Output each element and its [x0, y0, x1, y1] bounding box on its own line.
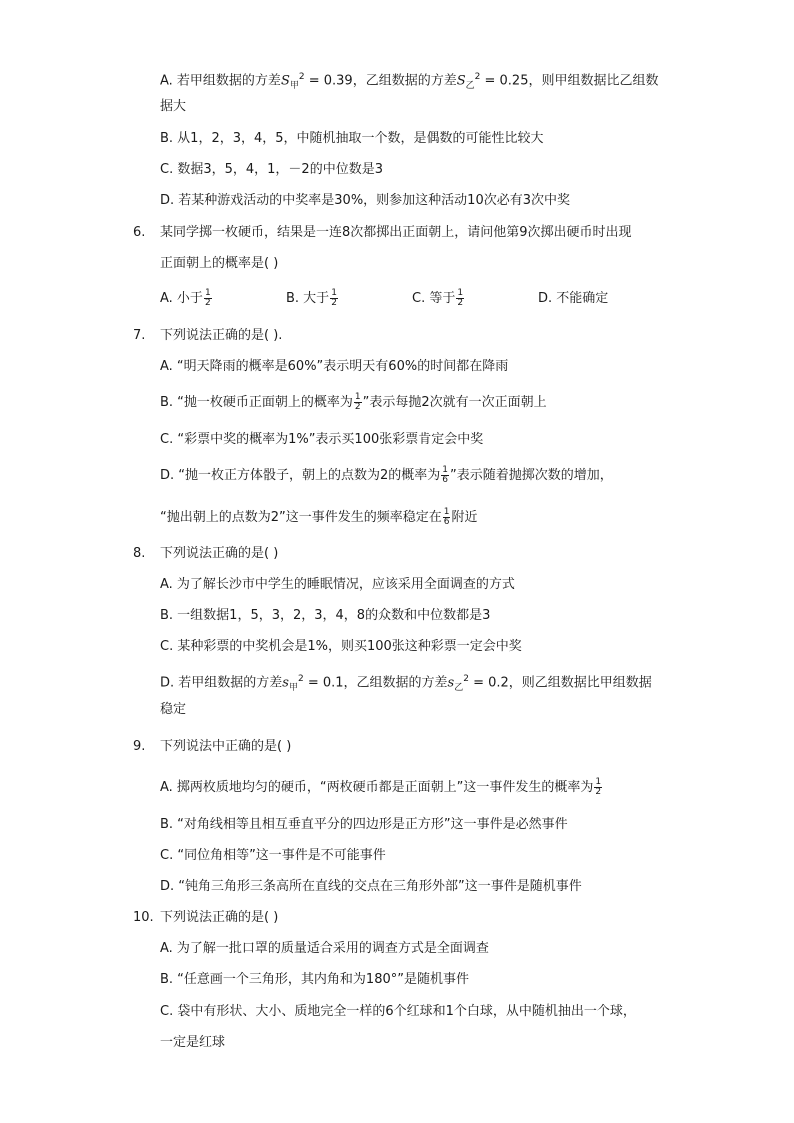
- q7-option-a: A. “明天降雨的概率是60%”表示明天有60%的时间都在降雨: [160, 359, 509, 374]
- q7-option-d-pre: D. “抛一枚正方体骰子，朝上的点数为2的概率为: [160, 468, 441, 483]
- frac-denominator: 2: [354, 402, 361, 412]
- q6-b-fraction: [330, 289, 338, 308]
- q9-number: 9.: [133, 739, 146, 754]
- q5-option-c: C. 数据3，5，4，1，－2的中位数是3: [160, 162, 383, 177]
- q9-stem: 下列说法中正确的是( ): [160, 739, 292, 754]
- q6-option-c: [412, 289, 465, 308]
- q5-a-val2: = 0.25，则甲组数据比乙组数: [480, 73, 659, 89]
- q8-option-b: B. 一组数据1，5，3，2，3，4，8的众数和中位数都是3: [160, 608, 491, 623]
- frac-numerator: 1: [457, 288, 464, 298]
- q9-option-d: D. “钝角三角形三条高所在直线的交点在三角形外部”这一事件是随机事件: [160, 879, 582, 894]
- q5-a-var2: S: [456, 73, 466, 89]
- q5-a-val1: = 0.39，乙组数据的方差: [304, 73, 457, 89]
- q10-stem: 下列说法正确的是( ): [160, 910, 279, 925]
- q10-number: 10.: [133, 910, 154, 925]
- q7-d2-fraction: [443, 508, 451, 527]
- q7-option-c: C. “彩票中奖的概率为1%”表示买100张彩票肯定会中奖: [160, 432, 484, 447]
- q8-d-sub2: 乙: [454, 682, 464, 693]
- q8-d-sup2: 2: [463, 674, 469, 684]
- frac-denominator: 6: [442, 475, 449, 485]
- q8-option-d: [160, 670, 652, 697]
- q7-option-d-line2: [160, 508, 478, 527]
- q8-d-var1: s: [282, 675, 289, 691]
- q9-option-a: [160, 778, 603, 797]
- q6-option-d: D. 不能确定: [538, 291, 609, 306]
- q8-d-sup1: 2: [297, 674, 304, 684]
- q6-option-a: [160, 289, 213, 308]
- q10-option-b: B. “任意画一个三角形，其内角和为180°”是随机事件: [160, 972, 469, 987]
- q7-option-d-line2-post: 附近: [451, 510, 478, 525]
- q6-a-fraction: [204, 289, 212, 308]
- q5-a-var1: S: [280, 73, 290, 89]
- frac-numerator: 1: [443, 507, 450, 517]
- frac-denominator: 2: [595, 787, 602, 797]
- q7-number: 7.: [133, 328, 146, 343]
- q8-option-a: A. 为了解长沙市中学生的睡眠情况，应该采用全面调查的方式: [160, 577, 515, 592]
- q6-option-a-text: A. 小于: [160, 291, 203, 306]
- q7-option-b-pre: B. “抛一枚硬币正面朝上的概率为: [160, 395, 353, 410]
- q10-option-c-line2: 一定是红球: [160, 1035, 226, 1050]
- q7-option-b: [160, 393, 547, 412]
- frac-denominator: 2: [457, 298, 464, 308]
- frac-numerator: 1: [204, 288, 211, 298]
- q6-stem-line1: 某同学掷一枚硬币，结果是一连8次都掷出正面朝上，请问他第9次掷出硬币时出现: [160, 225, 632, 240]
- q6-c-fraction: [456, 289, 464, 308]
- q9-option-c: C. “同位角相等”这一事件是不可能事件: [160, 848, 386, 863]
- q8-option-d-text: D. 若甲组数据的方差: [160, 675, 283, 691]
- frac-numerator: 1: [442, 465, 449, 475]
- frac-denominator: 2: [204, 298, 211, 308]
- q7-option-d-line2-pre: “抛出朝上的点数为2”这一事件发生的频率稳定在: [160, 510, 442, 525]
- q7-option-d-post: ”表示随着抛掷次数的增加，: [450, 468, 613, 483]
- q8-d-sub1: 甲: [288, 682, 298, 693]
- q5-option-a: [160, 68, 658, 95]
- q8-stem: 下列说法正确的是( ): [160, 546, 279, 561]
- frac-numerator: 1: [354, 392, 361, 402]
- q6-stem-line2: 正面朝上的概率是( ): [160, 256, 279, 271]
- q9-option-b: B. “对角线相等且相互垂直平分的四边形是正方形”这一事件是必然事件: [160, 817, 568, 832]
- q7-d-fraction: [441, 466, 449, 485]
- frac-denominator: 6: [443, 517, 450, 527]
- q8-number: 8.: [133, 546, 146, 561]
- q5-a-sub2: 乙: [465, 80, 475, 91]
- q8-d-val2: = 0.2，则乙组数据比甲组数据: [468, 675, 652, 691]
- q10-option-a: A. 为了解一批口罩的质量适合采用的调查方式是全面调查: [160, 941, 489, 956]
- q5-a-sub1: 甲: [289, 80, 299, 91]
- q5-a-sup2: 2: [474, 72, 481, 82]
- q8-d-var2: s: [447, 675, 455, 691]
- q7-b-fraction: [354, 393, 362, 412]
- q10-option-c: C. 袋中有形状、大小、质地完全一样的6个红球和1个白球，从中随机抽出一个球，: [160, 1004, 636, 1019]
- frac-numerator: 1: [331, 288, 337, 298]
- q5-option-a-text: A. 若甲组数据的方差: [160, 73, 281, 89]
- q6-option-b: [286, 289, 339, 308]
- q5-option-d: D. 若某种游戏活动的中奖率是30%，则参加这种活动10次必有3次中奖: [160, 193, 570, 208]
- q9-option-a-text: A. 掷两枚质地均匀的硬币，“两枚硬币都是正面朝上”这一事件发生的概率为: [160, 780, 594, 795]
- q7-option-b-post: ”表示每抛2次就有一次正面朝上: [362, 395, 547, 410]
- q6-option-c-text: C. 等于: [412, 291, 456, 306]
- q6-option-b-text: B. 大于: [286, 291, 330, 306]
- q5-option-a-line2: 据大: [160, 99, 187, 114]
- q9-a-fraction: [594, 778, 602, 797]
- frac-numerator: 1: [595, 777, 602, 787]
- q8-d-val1: = 0.1，乙组数据的方差: [303, 675, 448, 691]
- q8-option-c: C. 某种彩票的中奖机会是1%，则买100张这种彩票一定会中奖: [160, 639, 522, 654]
- q7-option-d: [160, 466, 613, 485]
- frac-denominator: 2: [331, 298, 337, 308]
- q5-option-b: B. 从1，2，3，4，5，中随机抽取一个数，是偶数的可能性比较大: [160, 131, 544, 146]
- q5-a-sup1: 2: [298, 72, 305, 82]
- q6-number: 6.: [133, 225, 146, 240]
- q8-option-d-line2: 稳定: [160, 702, 187, 717]
- q7-stem: 下列说法正确的是( ).: [160, 328, 283, 343]
